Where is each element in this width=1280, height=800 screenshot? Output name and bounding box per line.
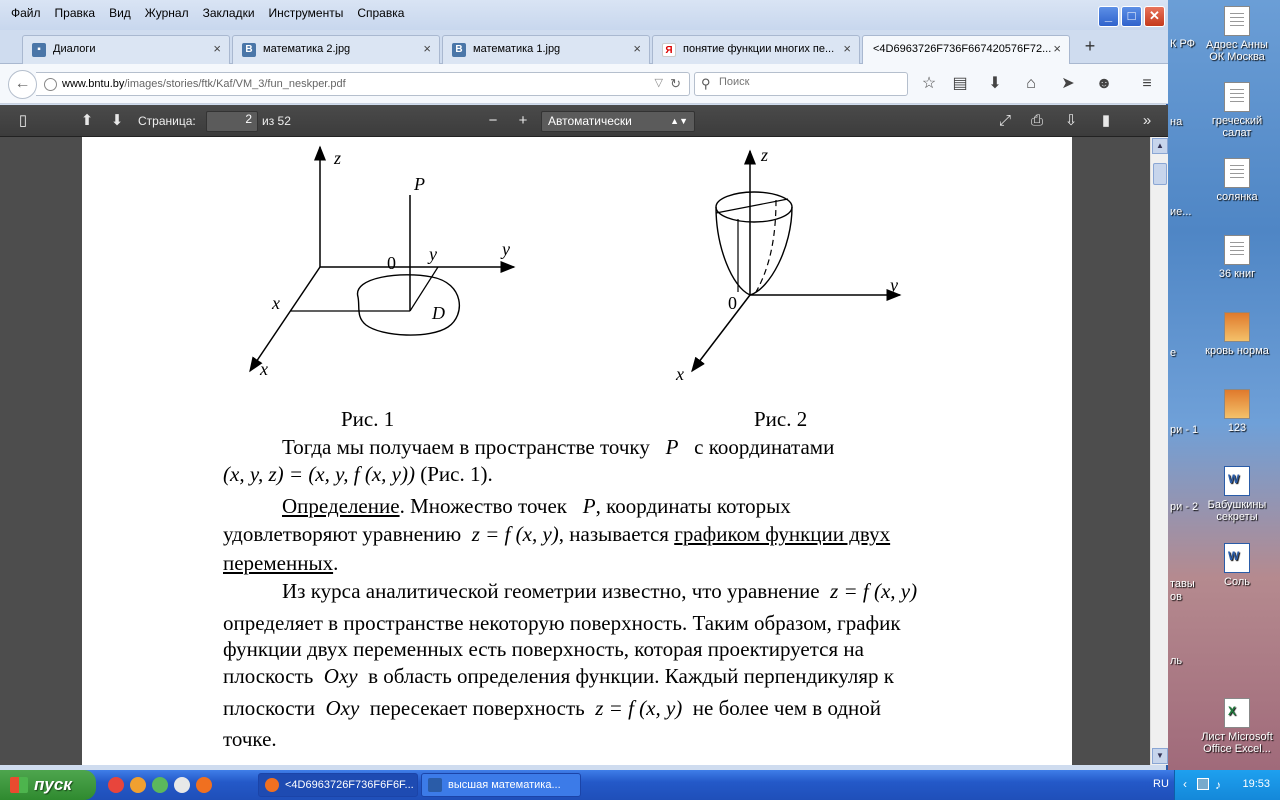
desktop-icon-label: 123: [1227, 422, 1247, 434]
partial-icon-label[interactable]: ов: [1170, 591, 1182, 603]
tab-close-icon[interactable]: ×: [423, 41, 431, 56]
fig1-label-y-point: y: [429, 244, 437, 264]
desktop-icon[interactable]: [1198, 389, 1276, 434]
desktop-icon-label: Лист Microsoft Office Excel...: [1201, 731, 1273, 755]
word-icon: [428, 778, 442, 792]
desktop-icon-label: греческий салат: [1211, 115, 1263, 139]
taskbar: [0, 770, 1280, 800]
fig1-label-zero: 0: [387, 253, 396, 273]
new-tab-button[interactable]: +: [1084, 36, 1096, 56]
partial-icon-label[interactable]: ие...: [1170, 206, 1192, 218]
url-dropdown-icon[interactable]: ▽: [654, 77, 663, 89]
word-file-icon: [1224, 466, 1250, 496]
paragraph-3-line-5: плоскости Oxy пересекает поверхность z = f (x, y) не более чем в одной: [223, 696, 882, 720]
fig1-label-x-point: x: [272, 293, 280, 313]
partial-icon-label[interactable]: на: [1170, 116, 1183, 128]
tab-label: <4D6963726F736F667420576F72...: [873, 43, 1052, 55]
paragraph-3-line-1: Из курса аналитической геометрии известно, что уравнение z = f (x, y): [282, 579, 918, 603]
fig2-label-y: y: [890, 275, 898, 295]
vk-icon: B: [452, 43, 466, 57]
taskbar-firefox-window[interactable]: <4D6963726F736F6F6F...: [258, 773, 418, 797]
tab-close-icon[interactable]: ×: [633, 41, 641, 56]
tab-math1[interactable]: [442, 35, 650, 64]
desktop-icon[interactable]: [1198, 6, 1276, 63]
url-text: www.bntu.by/images/stories/ftk/Kaf/VM_3/fun_neskper.pdf: [62, 78, 346, 90]
pdf-viewer[interactable]: [0, 137, 1150, 765]
select-arrows-icon: ▲▼: [670, 116, 688, 126]
fig2-label-z: z: [761, 145, 769, 165]
tab-dialogs[interactable]: [22, 35, 230, 64]
desktop-icon-label: Бабушкины секреты: [1207, 499, 1267, 523]
menu-history[interactable]: Журнал: [144, 6, 189, 20]
page-count: из 52: [262, 114, 291, 128]
tab-yandex[interactable]: [652, 35, 860, 64]
word-file-icon: [1224, 543, 1250, 573]
excel-file-icon: [1224, 698, 1250, 728]
pdf-toolbar: [0, 105, 1168, 137]
windows-flag-icon: [10, 777, 28, 793]
sidebar-toggle-icon[interactable]: ▯: [18, 112, 28, 129]
menu-help[interactable]: Справка: [357, 6, 405, 20]
desktop-icon[interactable]: [1198, 158, 1276, 203]
menu-bookmarks[interactable]: Закладки: [202, 6, 255, 20]
home-icon[interactable]: ⌂: [1026, 75, 1036, 92]
paragraph-3-line-2: определяет в пространстве некоторую поверхность. Таким образом, график: [223, 611, 901, 635]
minimize-button[interactable]: _: [1098, 6, 1119, 27]
volume-icon[interactable]: ♪: [1215, 778, 1221, 792]
firefox-icon: [265, 778, 279, 792]
mail-icon[interactable]: [174, 777, 190, 793]
paragraph-3-line-6: точке.: [223, 727, 277, 751]
text-file-icon: [1224, 235, 1250, 265]
paragraph-3-line-3: функции двух переменных есть поверхность, которая проектируется на: [223, 637, 864, 661]
firefox-quicklaunch-icon[interactable]: [196, 777, 212, 793]
navigation-bar: [0, 64, 1168, 104]
desktop-icon[interactable]: [1198, 466, 1276, 523]
tray-arrow-icon[interactable]: ‹: [1183, 777, 1187, 791]
page-number-input[interactable]: 2: [206, 111, 258, 132]
taskbar-word-window[interactable]: высшая математика...: [421, 773, 581, 797]
zoom-in-icon[interactable]: +: [518, 112, 528, 129]
partial-icon-label[interactable]: е: [1170, 347, 1177, 359]
menu-bar: [4, 6, 411, 20]
partial-icon-label[interactable]: К РФ: [1170, 38, 1196, 50]
url-bar[interactable]: [36, 72, 690, 96]
tab-label: понятие функции многих пе...: [683, 43, 835, 55]
chat-icon: ▪: [32, 43, 46, 57]
partial-icon-label[interactable]: ри - 2: [1170, 501, 1199, 513]
image-file-icon: [1224, 312, 1250, 342]
graph-definition-link: графиком функции двух: [674, 522, 891, 546]
send-icon[interactable]: ➤: [1061, 75, 1075, 92]
back-button[interactable]: ←: [8, 70, 37, 99]
fig2-caption: Рис. 2: [754, 407, 808, 431]
image-file-icon: [1224, 389, 1250, 419]
search-input[interactable]: [719, 76, 899, 88]
partial-icon-label[interactable]: тавы: [1170, 578, 1195, 590]
yandex-icon: Я: [662, 43, 676, 57]
tab-active-pdf[interactable]: [862, 35, 1070, 64]
desktop-icon[interactable]: [1198, 543, 1276, 588]
search-icon: ⚲: [701, 76, 711, 91]
scroll-thumb[interactable]: [1153, 163, 1167, 185]
menu-hamburger-icon[interactable]: ≡: [1142, 75, 1152, 92]
menu-view[interactable]: Вид: [109, 6, 131, 20]
definition-line-3: переменных.: [223, 551, 339, 575]
pdf-page: [82, 137, 1072, 765]
tab-label: Диалоги: [53, 43, 96, 55]
paragraph-3-line-4: плоскость Oxy в область определения функции. Каждый перпендикуляр к: [223, 664, 894, 688]
x-axis: [250, 267, 320, 371]
network-icon[interactable]: [1197, 778, 1209, 790]
save-icon[interactable]: ⇩: [1064, 112, 1078, 129]
text-file-icon: [1224, 82, 1250, 112]
tab-label: математика 2.jpg: [263, 43, 351, 55]
fullscreen-icon[interactable]: ⤢: [998, 112, 1011, 129]
partial-icon-label[interactable]: ль: [1170, 655, 1183, 667]
zoom-out-icon[interactable]: −: [488, 112, 498, 129]
system-tray: [1174, 770, 1280, 800]
page-label: Страница:: [138, 114, 196, 128]
x-axis: [692, 295, 750, 371]
tab-label: математика 1.jpg: [473, 43, 561, 55]
desktop-icon-label: Соль: [1224, 576, 1250, 588]
tab-close-icon[interactable]: ×: [843, 41, 851, 56]
figure-1: [242, 137, 572, 387]
language-indicator[interactable]: RU: [1153, 778, 1169, 790]
maximize-button[interactable]: □: [1121, 6, 1142, 27]
tab-close-icon[interactable]: ×: [1053, 41, 1061, 56]
desktop-icon[interactable]: [1198, 312, 1276, 357]
definition-line-1: Определение. Множество точек P, координаты которых: [282, 494, 791, 518]
fig1-label-z: z: [334, 148, 342, 168]
fig2-label-x: x: [676, 364, 684, 384]
paragraph-1-line-1: Тогда мы получаем в пространстве точку P с координатами: [282, 435, 835, 459]
title-bar: [0, 0, 1168, 30]
globe-icon: [44, 78, 57, 91]
desktop-icon-label: Адрес Анны ОК Москва: [1206, 39, 1268, 63]
bookmark-star-icon[interactable]: ☆: [921, 75, 937, 92]
search-box[interactable]: [694, 72, 908, 96]
fig1-label-x-axis: x: [260, 359, 268, 379]
zoom-value: Автоматически: [548, 114, 632, 128]
reading-list-icon[interactable]: ▤: [952, 75, 968, 92]
previous-page-icon[interactable]: ⬆: [80, 112, 94, 129]
print-icon[interactable]: ⎙: [1030, 112, 1043, 129]
menu-file[interactable]: Файл: [11, 6, 41, 20]
reload-icon[interactable]: ↻: [670, 76, 681, 91]
desktop-icon[interactable]: [1198, 235, 1276, 280]
opera-icon[interactable]: [108, 777, 124, 793]
paraboloid-outline: [716, 207, 792, 295]
scroll-up-icon[interactable]: ▲: [1152, 138, 1168, 154]
vk-icon: B: [242, 43, 256, 57]
scroll-down-icon[interactable]: ▼: [1152, 748, 1168, 764]
fig1-label-D: D: [432, 303, 445, 323]
chat-bubble-icon[interactable]: ☻: [1095, 75, 1113, 92]
figure-2: [672, 137, 932, 387]
messenger-icon[interactable]: [130, 777, 146, 793]
desktop-icon[interactable]: [1198, 698, 1276, 755]
bookmark-icon[interactable]: ▮: [1101, 112, 1111, 129]
text-file-icon: [1224, 158, 1250, 188]
fig1-label-P: P: [414, 174, 425, 194]
more-tools-icon[interactable]: »: [1142, 112, 1152, 129]
partial-icon-label[interactable]: ри - 1: [1170, 424, 1199, 436]
tab-bar: [0, 30, 1168, 64]
desktop-icon-label: кровь норма: [1205, 345, 1269, 357]
vertical-scrollbar[interactable]: [1150, 137, 1168, 765]
tab-close-icon[interactable]: ×: [213, 41, 221, 56]
fig2-label-zero: 0: [728, 293, 737, 313]
menu-edit[interactable]: Правка: [54, 6, 96, 20]
definition-line-2: удовлетворяют уравнению z = f (x, y), называется графиком функции двух: [223, 522, 891, 546]
icq-icon[interactable]: [152, 777, 168, 793]
fig1-label-y-axis: y: [502, 239, 510, 259]
desktop-icon[interactable]: [1198, 82, 1276, 139]
fig1-caption: Рис. 1: [341, 407, 395, 431]
next-page-icon[interactable]: ⬇: [110, 112, 124, 129]
menu-tools[interactable]: Инструменты: [268, 6, 344, 20]
close-button[interactable]: ✕: [1144, 6, 1165, 27]
downloads-icon[interactable]: ⬇: [988, 75, 1002, 92]
text-file-icon: [1224, 6, 1250, 36]
tab-math2[interactable]: [232, 35, 440, 64]
paragraph-1-line-2: (x, y, z) = (x, y, f (x, y)) (Рис. 1).: [223, 462, 493, 486]
zoom-select[interactable]: [541, 111, 695, 132]
hidden-generatrix: [756, 200, 776, 292]
desktop-icon-label: 36 книг: [1218, 268, 1256, 280]
clock[interactable]: 19:53: [1242, 778, 1270, 790]
desktop-icon-label: солянка: [1216, 191, 1258, 203]
paraboloid-rim: [716, 192, 792, 222]
rim-diameter: [716, 199, 788, 213]
start-button[interactable]: пуск: [0, 770, 96, 800]
